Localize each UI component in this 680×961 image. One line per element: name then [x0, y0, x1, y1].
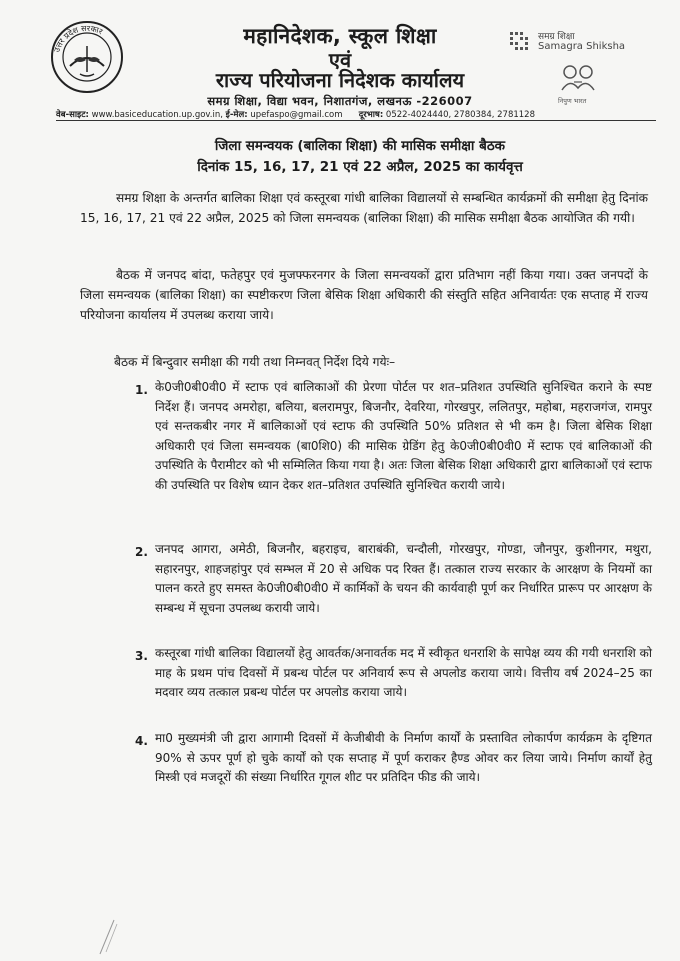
up-government-seal-icon: [50, 20, 124, 94]
phone-label: दूरभाष:: [358, 110, 384, 120]
subject-line1: जिला समन्वयक (बालिका शिक्षा) की मासिक समीक्षा बैठक: [214, 138, 506, 154]
phone-number: 0522-4024440, 2780384, 2781128: [385, 110, 535, 120]
paragraph-intro: समग्र शिक्षा के अन्तर्गत बालिका शिक्षा एवं कस्तूरबा गांधी बालिका विद्यालयों से सम्बन्धित कार्यक्रमों की समीक्षा हेतु दिनांक 15, 16, 17, 21 एवं 22 अप्रैल, 2025 को जिला समन्वयक (बालिका शिक्षा) की मासिक समीक्षा बैठक आयोजित की गयी।: [80, 191, 648, 225]
pen-mark-icon: [92, 918, 122, 958]
list-item: के0जी0बी0वी0 में स्टाफ एवं बालिकाओं की प्रेरणा पोर्टल पर शत–प्रतिशत उपस्थिति सुनिश्चित कराने के स्पष्ट निर्देश हैं। जनपद अमरोहा, बलिया, बलरामपुर, बिजनौर, देवरिया, गोरखपुर, ललितपुर, महोबा, महराजगंज, रामपुर एवं सन्तकबीर नगर में बालिकाओं एवं स्टाफ की उपस्थिति 50% प्रतिशत से भी कम है। जिला बेसिक शिक्षा अधिकारी एवं जिला समन्वयक (बा0शि0) की मासिक ग्रेडिंग हेतु के0जी0बी0वी0 में स्टाफ एवं बालिकाओं की उपस्थिति के पैरामीटर को भी सम्मिलित किया गया है। अतः जिला बेसिक शिक्षा अधिकारी द्वारा बालिकाओं एवं स्टाफ की उपस्थिति पर विशेष ध्यान देकर शत–प्रतिशत उपस्थिति सुनिश्चित करायी जाये।: [155, 380, 652, 492]
office-title-line2: एवं: [328, 48, 352, 72]
samagra-logo-hindi: समग्र शिक्षा: [538, 32, 575, 42]
svg-text:उत्तर प्रदेश सरकार: [52, 24, 104, 54]
website-label: वेब-साइट:: [56, 110, 89, 120]
samagra-logo-english: Samagra Shiksha: [538, 41, 626, 52]
website-link[interactable]: www.basiceducation.up.gov.in,: [91, 110, 223, 120]
header-divider: [56, 120, 656, 121]
list-item: जनपद आगरा, अमेठी, बिजनौर, बहराइच, बाराबंकी, चन्दौली, गोरखपुर, गोण्डा, जौनपुर, कुशीनगर, मथुरा, सहारनपुर, शाहजहांपुर एवं सम्भल में 20 से अधिक पद रिक्त हैं। तत्काल राज्य सरकार के आरक्षण के नियमों का पालन करते हुए समस्त के0जी0बी0वी0 में कार्मिकों के चयन की कार्यवाही पूर्ण कर निर्धारित प्रारूप पर आरक्षण के सम्बन्ध में सूचना उपलब्ध करायी जाये।: [155, 542, 652, 615]
list-item-number: 4.: [135, 734, 148, 748]
office-title-line3: राज्य परियोजना निदेशक कार्यालय: [215, 68, 465, 92]
seal-text: उत्तर प्रदेश सरकार: [52, 23, 105, 54]
paragraph-directions-intro: बैठक में बिन्दुवार समीक्षा की गयी तथा निम्नवत् निर्देश दिये गयेः–: [114, 355, 396, 369]
office-title-line1: महानिदेशक, स्कूल शिक्षा: [243, 24, 437, 48]
list-item: मा0 मुख्यमंत्री जी द्वारा आगामी दिवसों में केजीबीवी के निर्माण कार्यों के प्रस्तावित लोकार्पण कार्यक्रम के दृष्टिगत 90% से ऊपर पूर्ण हो चुके कार्यों को एक सप्ताह में पूर्ण कराकर हैण्ड ओवर कर लिया जाये। निर्माण कार्यों हेतु मिस्त्री एवं मजदूरों की संख्या निर्धारित गूगल शीट पर प्रतिदिन फीड की जाये।: [155, 731, 652, 784]
samagra-shiksha-logo-icon: [508, 30, 530, 52]
subject-line2: दिनांक 15, 16, 17, 21 एवं 22 अप्रैल, 2025 का कार्यवृत्त: [197, 159, 523, 175]
nipun-bharat-caption: निपुण भारत: [558, 97, 587, 105]
nipun-bharat-logo-icon: [556, 60, 600, 94]
list-item-number: 1.: [135, 383, 148, 397]
email-label: ई-मेल:: [225, 110, 248, 120]
contact-row: [56, 109, 656, 120]
list-item: कस्तूरबा गांधी बालिका विद्यालयों हेतु आवर्तक/अनावर्तक मद में स्वीकृत धनराशि के सापेक्ष व्यय की गयी धनराशि को माह के प्रथम पांच दिवसों में प्रबन्ध पोर्टल पर अनिवार्य रूप से अपलोड कराया जाये। वित्तीय वर्ष 2024–25 का मदवार व्यय तत्काल प्रबन्ध पोर्टल पर अपलोड कराया जाये।: [155, 646, 652, 699]
paragraph-absent-districts: बैठक में जनपद बांदा, फतेहपुर एवं मुजफ्फरनगर के जिला समन्वयकों द्वारा प्रतिभाग नहीं किया गया। उक्त जनपदों के जिला समन्वयक (बालिका शिक्षा) का स्पष्टीकरण जिला बेसिक शिक्षा अधिकारी की संस्तुति सहित अनिवार्यतः एक सप्ताह में राज्य परियोजना कार्यालय में उपलब्ध कराया जाये।: [80, 268, 648, 322]
list-item-number: 2.: [135, 545, 148, 559]
office-address: समग्र शिक्षा, विद्या भवन, निशातगंज, लखनऊ -226007: [207, 94, 473, 108]
list-item-number: 3.: [135, 649, 148, 663]
email-link[interactable]: upefaspo@gmail.com: [250, 110, 343, 120]
